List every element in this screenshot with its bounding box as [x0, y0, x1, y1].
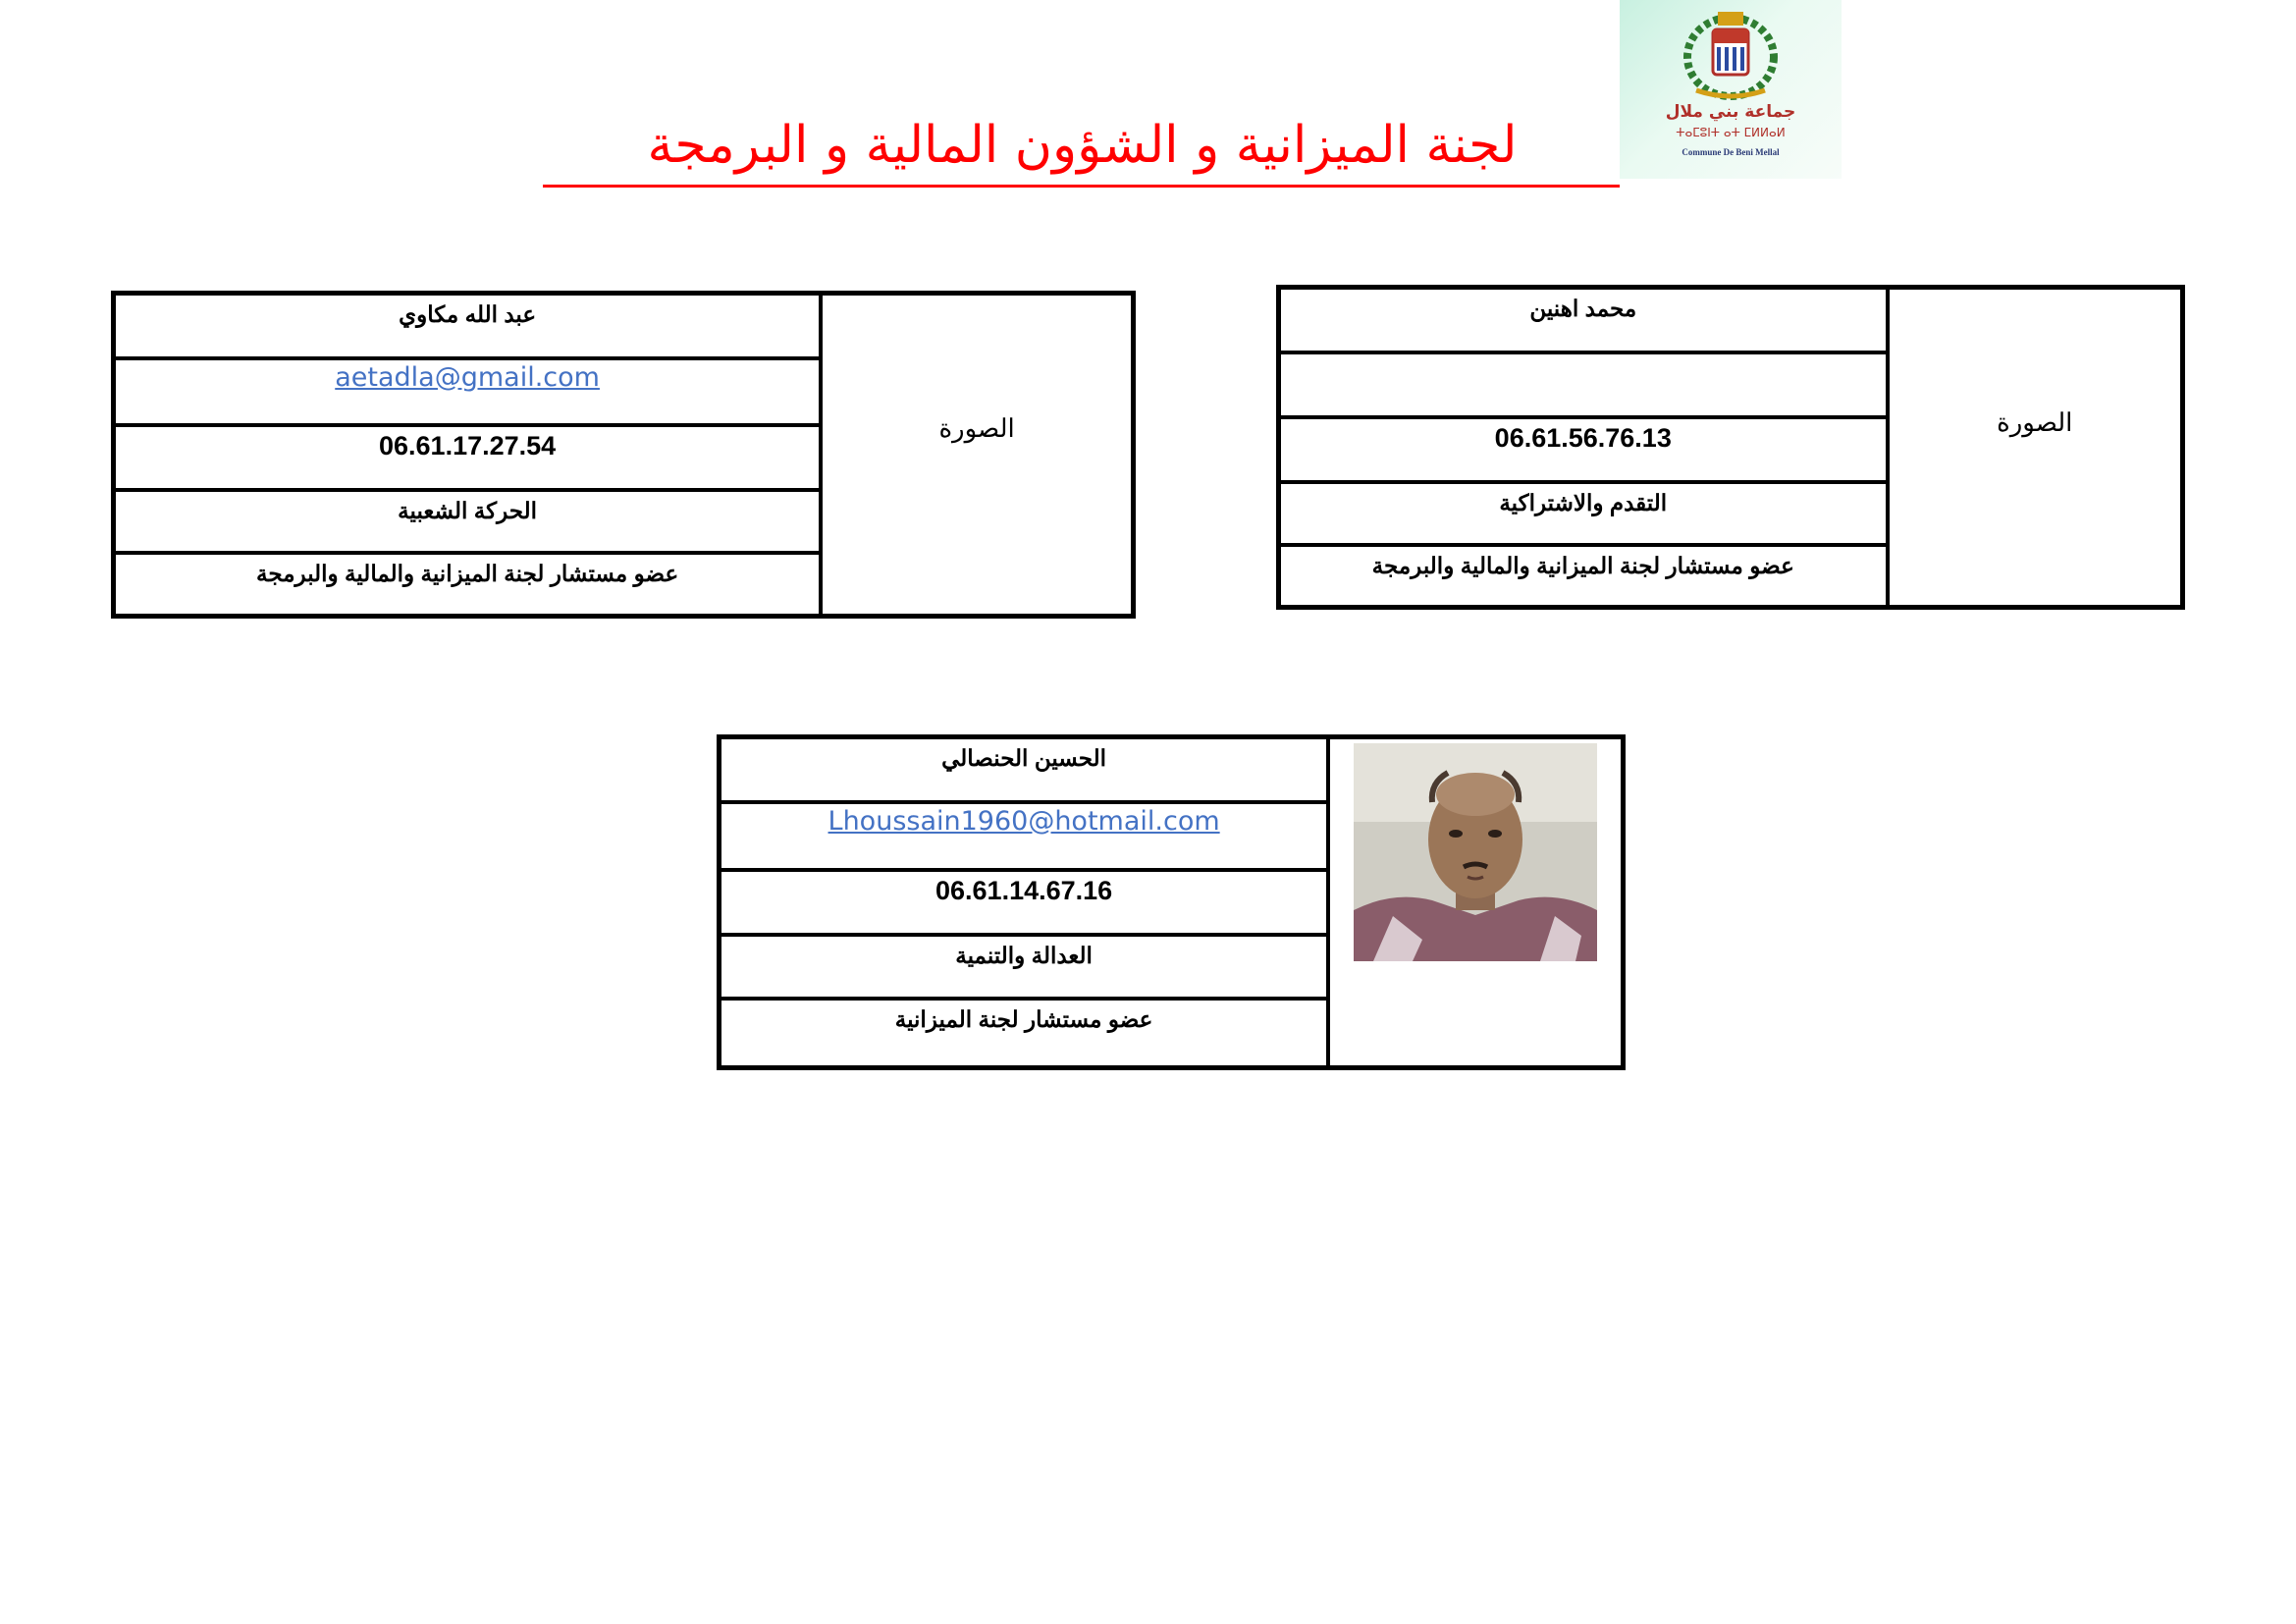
member-role: عضو مستشار لجنة الميزانية والمالية والبرمجة: [114, 553, 822, 616]
member-phone: 06.61.56.76.13: [1279, 417, 1888, 482]
portrait-photo: [1354, 743, 1597, 961]
member-name: الحسين الحنصالي: [720, 737, 1329, 803]
photo-placeholder: [821, 294, 1133, 617]
page-title: لجنة الميزانية و الشؤون المالية و البرمجة: [647, 116, 1518, 175]
member-role: عضو مستشار لجنة الميزانية والمالية والبرمجة: [1279, 545, 1888, 608]
commune-logo: [1620, 0, 1842, 179]
logo-french-text: Commune De Beni Mellal: [1682, 147, 1780, 157]
member-party: العدالة والتنمية: [720, 935, 1329, 999]
member-card-3: [717, 734, 1626, 1070]
member-email[interactable]: [720, 802, 1329, 870]
logo-arabic-text: جماعة بني ملال: [1665, 102, 1796, 122]
email-link[interactable]: aetadla@gmail.com: [335, 361, 600, 393]
member-email[interactable]: [114, 358, 822, 425]
member-card-1: [1276, 285, 2185, 610]
member-party: التقدم والاشتراكية: [1279, 482, 1888, 545]
member-phone: 06.61.14.67.16: [720, 870, 1329, 936]
member-name: عبد الله مكاوي: [114, 294, 822, 358]
photo-label: الصورة: [1997, 407, 2073, 437]
coat-of-arms-icon: [1677, 8, 1785, 102]
title-underline: [543, 185, 1620, 188]
member-party: الحركة الشعبية: [114, 490, 822, 553]
logo-tifinagh-text: ⵜⴰⵎⵓⵏⵜ ⴰⵜ ⵎⵍⵍⴰⵍ: [1676, 126, 1786, 139]
member-phone: 06.61.17.27.54: [114, 425, 822, 490]
photo-placeholder: [1888, 288, 2183, 608]
email-link[interactable]: Lhoussain1960@hotmail.com: [828, 806, 1220, 838]
member-name: محمد اهنين: [1279, 288, 1888, 352]
member-email: [1279, 352, 1888, 417]
member-card-2: [111, 291, 1136, 619]
member-role: عضو مستشار لجنة الميزانية: [720, 999, 1329, 1068]
member-photo: [1328, 737, 1623, 1068]
photo-label: الصورة: [938, 413, 1015, 443]
